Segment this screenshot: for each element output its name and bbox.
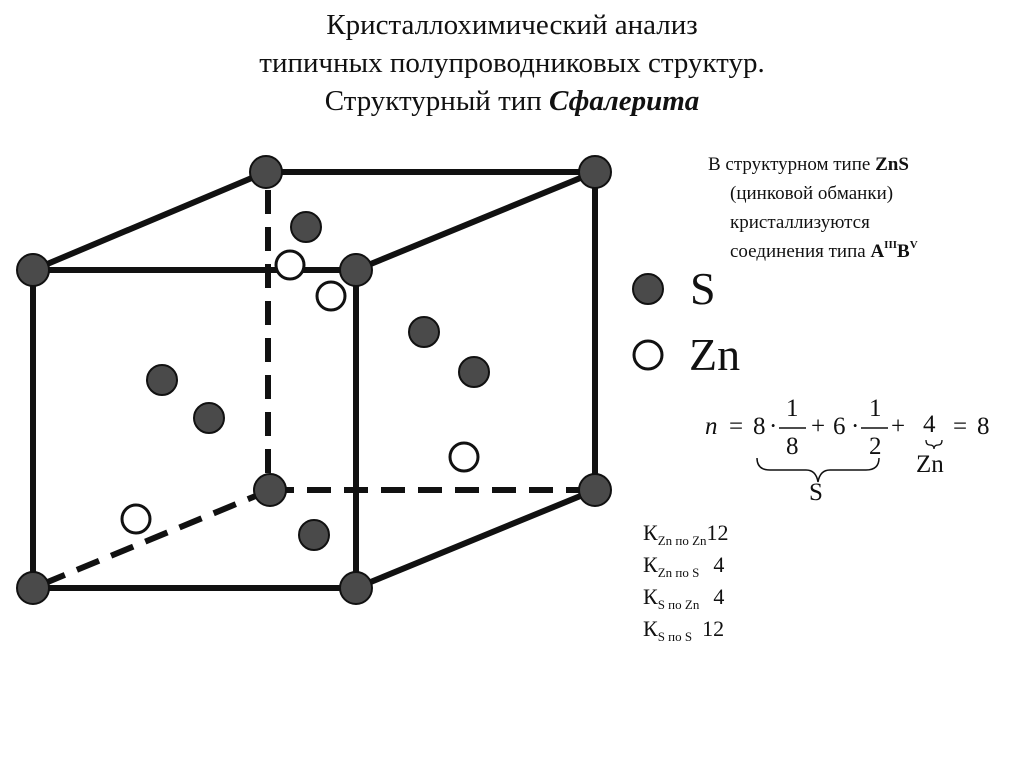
frac1-denominator: 8: [786, 433, 799, 460]
s-atom: [459, 357, 489, 387]
formula-plus: +: [811, 413, 826, 440]
formula-equals: =: [729, 413, 744, 440]
cube-edge: [356, 172, 595, 270]
description-line-2: (цинковой обманки): [730, 183, 894, 204]
structure-description: [708, 150, 1008, 266]
coordination-value: 4: [713, 552, 725, 577]
zn-atom: [276, 251, 304, 279]
s-atom: [147, 365, 177, 395]
frac2-denominator: 2: [869, 433, 882, 460]
compound-type: [870, 241, 917, 262]
formula-s-label: S: [809, 479, 823, 506]
s-atom: [409, 317, 439, 347]
coordination-symbol: К: [643, 584, 658, 609]
description-text: соединения типа: [730, 241, 871, 262]
cube-edge: [33, 172, 266, 270]
description-line-1: [708, 150, 1008, 179]
cube-edge: [356, 490, 595, 588]
s-atom: [299, 520, 329, 550]
s-atom: [250, 156, 282, 188]
formula-plus: +: [891, 413, 906, 440]
zn-atom: [450, 443, 478, 471]
formula-result: 8: [977, 413, 990, 440]
frac2-numerator: 1: [869, 395, 882, 422]
coordination-row: [643, 613, 729, 645]
coordination-symbol: К: [643, 616, 658, 641]
coordination-value: 12: [702, 616, 725, 641]
description-line-4: [708, 237, 1008, 266]
formula-equals: =: [953, 413, 968, 440]
formula-four: 4: [923, 411, 936, 438]
legend-zn-marker: [634, 341, 662, 369]
title-line-2: типичных полупроводниковых структур.: [259, 47, 765, 79]
formula-dot: ·: [769, 413, 778, 440]
s-atom: [254, 474, 286, 506]
coordination-pair: S по S: [657, 629, 693, 644]
s-atom: [340, 572, 372, 604]
frac1-numerator: 1: [786, 395, 799, 422]
zn-atom: [317, 282, 345, 310]
hidden-edge: [38, 490, 270, 586]
compound-a: A: [870, 241, 885, 262]
s-atom: [340, 254, 372, 286]
title-line-1: Кристаллохимический анализ: [326, 9, 698, 41]
coordination-symbol: К: [643, 552, 658, 577]
compound-b: B: [897, 241, 910, 262]
s-atom: [17, 254, 49, 286]
zn-atom: [122, 505, 150, 533]
formula-n: n: [705, 413, 718, 440]
coordination-value: 12: [706, 520, 729, 545]
formula-six: 6: [833, 413, 846, 440]
legend-s-marker: [633, 274, 663, 304]
description-text: В структурном типе: [708, 154, 876, 175]
formula-eight: 8: [753, 413, 766, 440]
title-line-3-prefix: Структурный тип: [324, 85, 550, 117]
formula-zns: ZnS: [875, 154, 909, 175]
atom-count-formula: [705, 395, 1005, 505]
title-structure-name: Сфалерита: [549, 85, 700, 117]
legend-s-label: S: [690, 263, 716, 314]
coordination-value: 4: [713, 584, 725, 609]
description-line-3: кристаллизуются: [730, 212, 870, 233]
s-atom: [579, 474, 611, 506]
legend-zn-label: Zn: [689, 329, 741, 380]
coordination-row: [643, 581, 729, 613]
coordination-row: [643, 517, 729, 549]
coordination-pair: Zn по Zn: [657, 533, 707, 548]
coordination-row: [643, 549, 729, 581]
formula-zn-label: Zn: [916, 451, 944, 478]
compound-a-group: III: [884, 239, 898, 251]
coordination-numbers: [643, 517, 729, 645]
compound-b-group: V: [909, 239, 918, 251]
formula-dot: ·: [851, 413, 860, 440]
coordination-symbol: К: [643, 520, 658, 545]
coordination-pair: S по Zn: [657, 597, 700, 612]
s-atom: [17, 572, 49, 604]
coordination-pair: Zn по S: [657, 565, 700, 580]
s-atom: [291, 212, 321, 242]
s-atom: [194, 403, 224, 433]
s-atom: [579, 156, 611, 188]
